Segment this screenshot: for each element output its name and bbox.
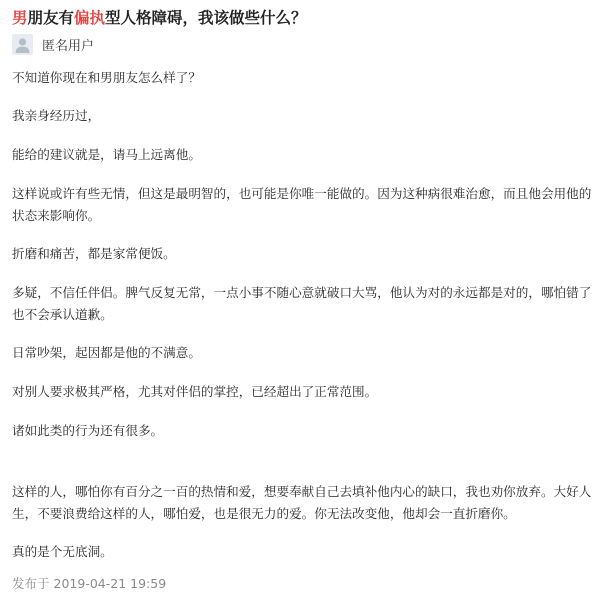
answer-paragraph: 多疑，不信任伴侣。脾气反复无常，一点小事不随心意就破口大骂，他认为对的永远都是对的，哪怕错了也不会承认道歉。 [12, 285, 592, 322]
published-label: 发布于 [12, 576, 50, 591]
answer-paragraph: 这样的人，哪怕你有百分之一百的热情和爱，想要奉献自己去填补他内心的缺口，我也劝你放弃。大好人生，不要浪费给这样的人，哪怕爱，也是很无力的爱。你无法改变他，他却会一直折磨你。 [12, 484, 592, 521]
answer-paragraph: 这样说或许有些无情，但这是最明智的，也可能是你唯一能做的。因为这种病很难治愈，而且他会用他的状态来影响你。 [12, 186, 592, 223]
answer-paragraph: 对别人要求极其严格，尤其对伴侣的掌控，已经超出了正常范围。 [12, 384, 378, 399]
answer-paragraph: 日常吵架，起因都是他的不满意。 [12, 345, 201, 360]
title-highlight-2: 偏执 [74, 9, 106, 27]
publish-info [12, 575, 166, 593]
author-name[interactable]: 匿名用户 [42, 38, 95, 54]
answer-paragraph: 不知道你现在和男朋友怎么样了？ [12, 70, 201, 85]
answer-paragraph: 真的是个无底洞。 [12, 544, 113, 559]
title-text-2: 型人格障碍，我该做些什么？ [105, 9, 307, 27]
answer-paragraph: 折磨和痛苦，都是家常便饭。 [12, 246, 176, 261]
anonymous-avatar-icon[interactable] [12, 34, 33, 55]
author-info [12, 33, 94, 55]
title-text-1: 朋友有 [27, 9, 75, 27]
question-title[interactable] [12, 8, 307, 28]
answer-paragraph: 我亲身经历过， [12, 108, 101, 123]
answer-paragraph: 能给的建议就是，请马上远离他。 [12, 147, 201, 162]
answer-paragraph: 诸如此类的行为还有很多。 [12, 423, 164, 438]
title-highlight-1: 男 [12, 9, 28, 27]
published-time[interactable]: 2019-04-21 19:59 [53, 576, 167, 591]
